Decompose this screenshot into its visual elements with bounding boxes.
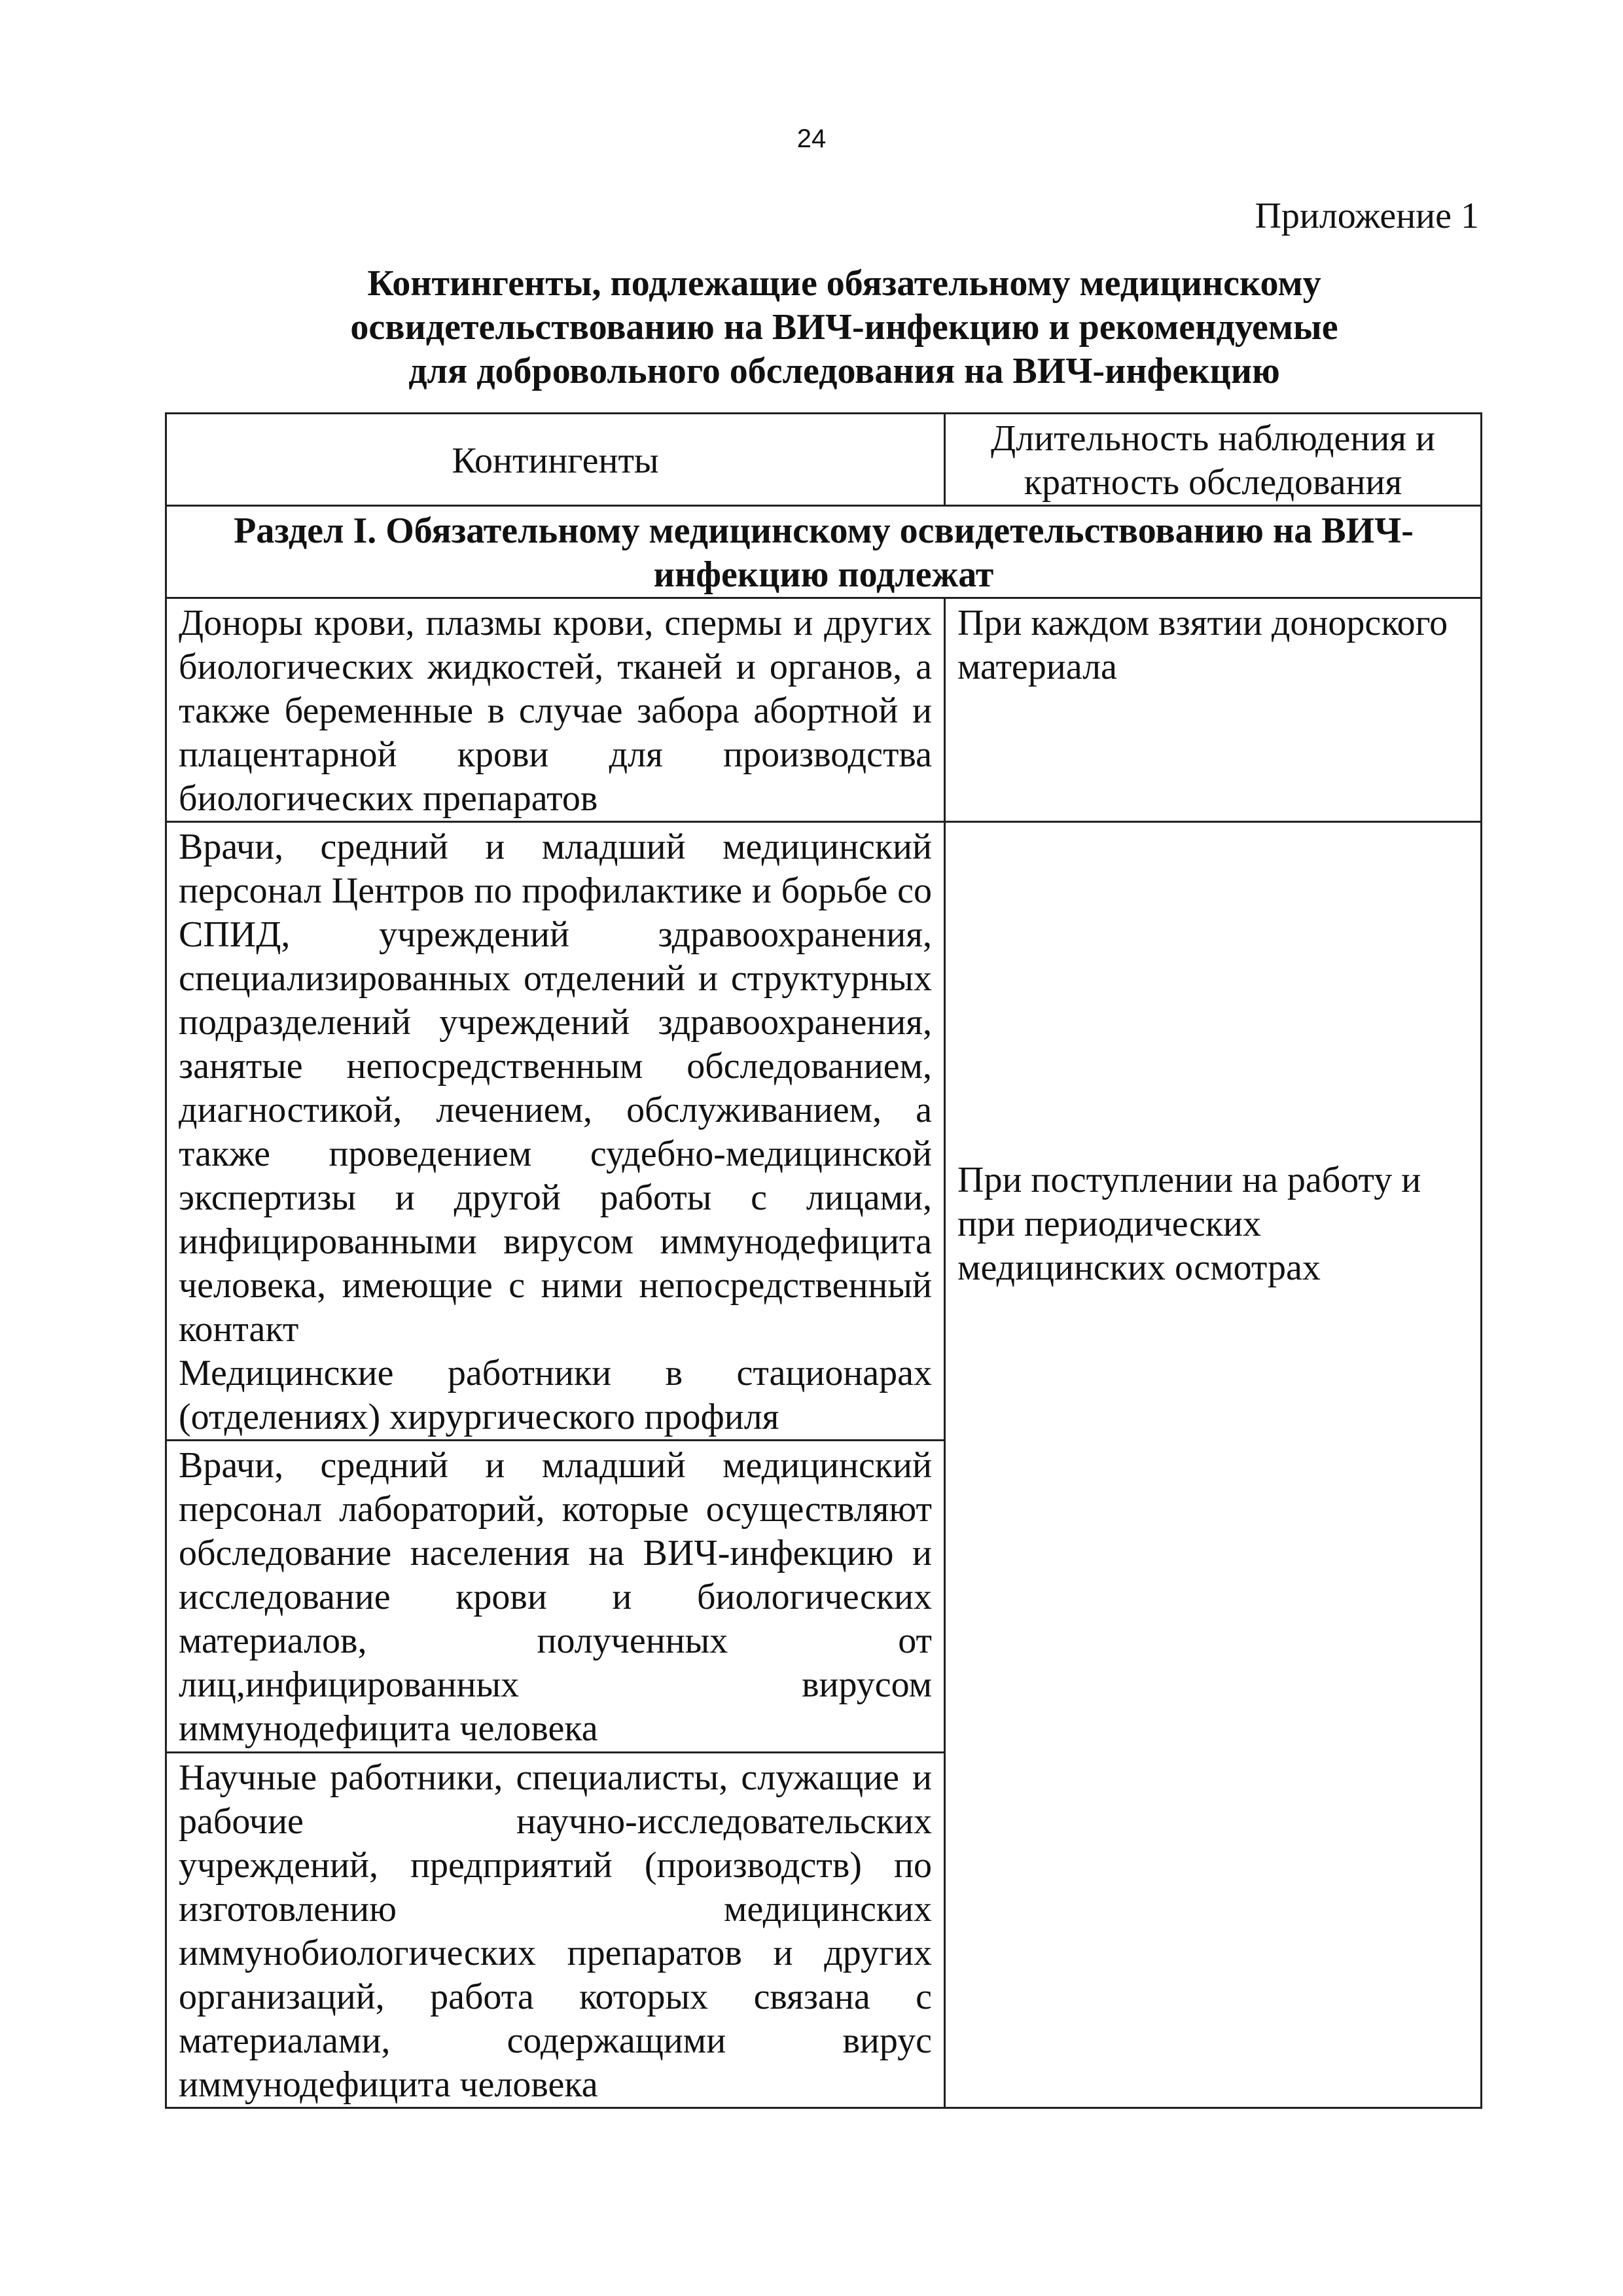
contingent-cell xyxy=(166,822,945,1441)
table-row xyxy=(166,822,1482,1441)
contingent-cell: Научные работники, специалисты, служащие и рабочие научно-исследовательских учреждений, предприятий (производств) по изготовлению медицинских иммунобиологических препаратов и других организаций, работа которых связана с материалами, содержащими вирус иммунодефицита человека xyxy=(166,1753,945,2108)
header-duration: Длительность наблюдения и кратность обследования xyxy=(945,414,1482,506)
table-header-row xyxy=(166,414,1482,506)
header-contingents: Контингенты xyxy=(166,414,945,506)
title-line-2: освидетельствованию на ВИЧ-инфекцию и рекомендуемые xyxy=(350,307,1338,348)
contingent-cell: Врачи, средний и младший медицинский персонал лабораторий, которые осуществляют обследование населения на ВИЧ-инфекцию и исследование крови и биологических материалов, полученных от лиц,инфицированных вирусом иммунодефицита человека xyxy=(166,1441,945,1753)
contingent-cell: Доноры крови, плазмы крови, спермы и других биологических жидкостей, тканей и органов, а также беременные в случае забора абортной и плацентарной крови для производства биологических препаратов xyxy=(166,598,945,822)
contingent-text: Врачи, средний и младший медицинский персонал Центров по профилактике и борьбе со СПИД, учреждений здравоохранения, специализированных отделений и структурных подразделений учреждений здравоохранения, занятые непосредственным обследованием, диагностикой, лечением, обслуживанием, а также проведением судебно-медицинской экспертизы и другой работы с лицами, инфицированными вирусом иммунодефицита человека, имеющие с ними непосредственный контакт xyxy=(179,827,932,1350)
duration-cell: При каждом взятии донорского материала xyxy=(945,598,1482,822)
section-1-heading: Раздел I. Обязательному медицинскому освидетельствованию на ВИЧ-инфекцию подлежат xyxy=(166,506,1482,598)
duration-cell-shared xyxy=(945,822,1482,2108)
appendix-label: Приложение 1 xyxy=(1255,196,1479,236)
table-row xyxy=(166,598,1482,822)
duration-text: При поступлении на работу и при периодических медицинских осмотрах xyxy=(957,1159,1421,1288)
page-number: 24 xyxy=(796,124,827,153)
document-title xyxy=(196,262,1492,393)
contingents-table xyxy=(165,412,1482,2109)
contingent-text-extra: Медицинские работники в стационарах (отделениях) хирургического профиля xyxy=(179,1353,932,1437)
section-row xyxy=(166,506,1482,598)
title-line-3: для добровольного обследования на ВИЧ-инфекцию xyxy=(408,351,1280,391)
title-line-1: Контингенты, подлежащие обязательному медицинскому xyxy=(367,263,1321,304)
